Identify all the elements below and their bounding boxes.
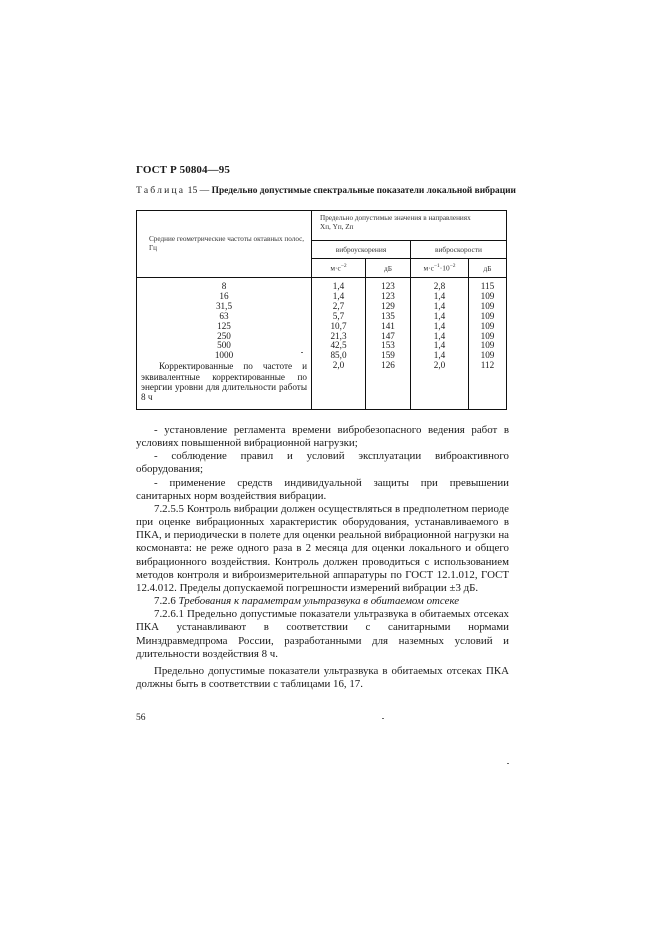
paragraph-bullet-2: - соблюдение правил и условий эксплуатации виброактивного оборудования; — [136, 450, 509, 476]
scan-speck — [301, 352, 303, 353]
velocity-db-column: 115 109 109 109 109 109 109 109 112 — [469, 278, 507, 410]
paragraph-ultrasound-tables: Предельно допустимые показатели ультразвука в обитаемых отсеках ПКА должны быть в соответствии с таблицами 16, 17. — [136, 664, 509, 690]
unit-db-accel: дБ — [366, 259, 411, 278]
paragraph-7-2-5-5: 7.2.5.5 Контроль вибрации должен осуществляться в предполетном периоде при оценке вибрационных характеристик оборудования, устанавливаемого в ПКА, и периодически в полете для оценки реальной вибрационной нагрузки на космонавта: не реже одного раза в 2 месяца для оценки локального и общего вибрационного воздействия. Контроль должен проводиться с использованием методов контроля и виброизмерительной аппаратуры по ГОСТ 12.1.012, ГОСТ 12.4.012. Пределы допускаемой погрешности измерений вибрации ±3 дБ. — [136, 502, 509, 594]
header-acceleration: виброускорения — [312, 241, 411, 259]
frequency-column: 8 16 31,5 63 125 250 500 1000 Корректированные по частоте и эквивалентные корректированные по энергии уровни для длительности работы 8 ч — [137, 278, 312, 410]
paragraph-7-2-6-1: 7.2.6.1 Предельно допустимые показатели ультразвука в обитаемых отсеках ПКА устанавливают в соответствии с санитарными нормами Минздравмедпрома России, разработанными для наземных условий и длительности воздействия 8 ч. — [136, 608, 509, 660]
unit-velocity: $м\cdot с^{-1}\cdot 10^{-2}$ — [411, 259, 469, 278]
section-heading-7-2-6: 7.2.6 Требования к параметрам ультразвука в обитаемом отсеке — [154, 595, 460, 608]
body-text — [136, 424, 509, 691]
caption-number: 15 — — [187, 185, 210, 196]
corrected-row-label: Корректированные по частоте и эквивалентные корректированные по энергии уровни для длительности работы 8 ч — [141, 361, 307, 403]
header-limits — [312, 211, 507, 241]
standard-header: ГОСТ Р 50804—95 — [136, 164, 230, 176]
paragraph-bullet-3: - применение средств индивидуальной защиты при превышении санитарных норм воздействия вибрации. — [136, 476, 509, 502]
header-frequency: Средние геометрические частоты октавных полос, Гц — [137, 211, 312, 278]
scan-speck — [507, 763, 509, 764]
header-limits-axes: Xп, Yп, Zп — [320, 223, 354, 231]
acceleration-column: 1,4 1,4 2,7 5,7 10,7 21,3 42,5 85,0 2,0 — [312, 278, 366, 410]
table-caption — [136, 185, 516, 196]
unit-acceleration: $м\cdot с^{-2}$ — [312, 259, 366, 278]
header-velocity: виброскорости — [411, 241, 507, 259]
scan-speck — [382, 718, 384, 719]
velocity-column: 2,8 1,4 1,4 1,4 1,4 1,4 1,4 1,4 2,0 — [411, 278, 469, 410]
unit-db-velocity: дБ — [469, 259, 507, 278]
acceleration-db-column: 123 123 129 135 141 147 153 159 126 — [366, 278, 411, 410]
caption-title: Предельно допустимые спектральные показатели локальной вибрации — [211, 186, 516, 196]
page-number: 56 — [136, 713, 146, 723]
table-body-row — [137, 278, 507, 410]
header-limits-text: Предельно допустимые значения в направлениях — [320, 214, 471, 222]
paragraph-bullet-1: - установление регламента времени вибробезопасного ведения работ в условиях повышенной вибрационной нагрузки; — [136, 424, 509, 450]
vibration-limits-table — [136, 210, 507, 410]
caption-word: Таблица — [136, 185, 186, 196]
